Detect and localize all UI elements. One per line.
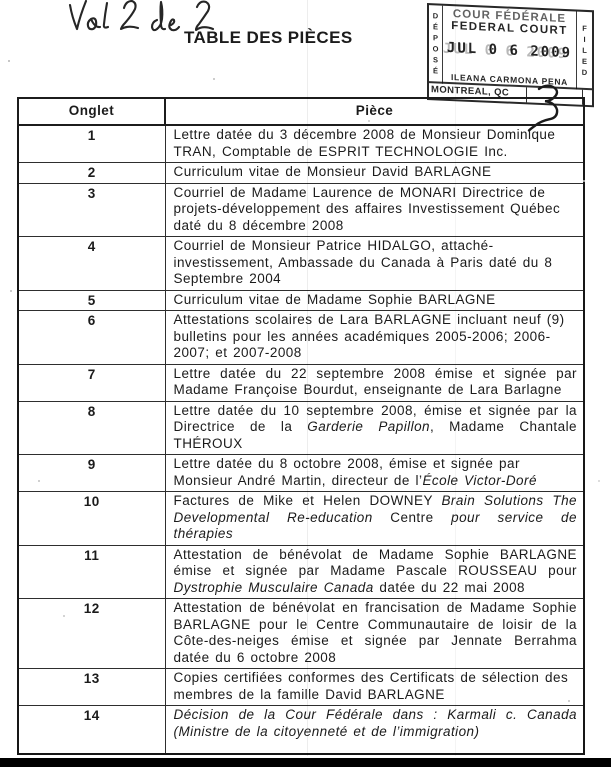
- scan-noise: [8, 60, 10, 62]
- table-row: [18, 455, 584, 492]
- onglet-cell: 1: [18, 125, 165, 163]
- stamp-court-name-en: FEDERAL COURT: [451, 20, 568, 38]
- piece-cell: [165, 290, 584, 311]
- table-row: [18, 237, 584, 291]
- piece-text-italic: Brain Solutions The Developmental Re-education: [173, 493, 577, 525]
- onglet-cell: 10: [18, 492, 165, 546]
- piece-text: Lettre datée du 22 septembre 2008 émise et signée par Madame Françoise Bourdut, enseignante de Lara Barlagne: [173, 365, 577, 397]
- table-row: [18, 364, 584, 401]
- piece-text-italic: Dystrophie Musculaire Canada: [173, 579, 374, 595]
- column-header-piece: Pièce: [165, 98, 584, 125]
- table-row: [18, 183, 584, 237]
- onglet-cell: 9: [18, 455, 165, 492]
- piece-cell: [165, 401, 584, 455]
- onglet-cell: 6: [18, 311, 165, 365]
- table-row: [18, 545, 584, 599]
- piece-text: Attestation de bénévolat de Madame Sophie BARLAGNE émise et signée par Madame Pascale ROUSSEAU pour: [173, 546, 577, 578]
- onglet-cell: 12: [18, 599, 165, 669]
- table-row: [18, 125, 584, 163]
- stamp-filed-label: FILED: [576, 12, 592, 91]
- piece-text: Lettre datée du 10 septembre 2008, émise et signée par la Directrice de la: [173, 402, 577, 434]
- stamp-location: MONTREAL, QC: [429, 83, 527, 102]
- table-row: [18, 706, 584, 755]
- piece-text: Lettre datée du 3 décembre 2008 de Monsieur Dominique TRAN, Comptable de ESPRIT TECHNOLOGIE Inc.: [173, 127, 556, 159]
- onglet-cell: 11: [18, 545, 165, 599]
- stamp-officer-name: ILEANA CARMONA PENA: [450, 72, 569, 88]
- piece-text: Factures de Mike et Helen DOWNEY: [173, 493, 442, 508]
- piece-cell: [165, 237, 584, 291]
- scan-edge-bar: [0, 758, 611, 767]
- court-filing-stamp: [427, 3, 594, 107]
- table-row: [18, 163, 584, 184]
- stamp-center: [445, 8, 574, 62]
- piece-cell: [165, 492, 584, 546]
- handwritten-exhibit-number-text: [527, 87, 528, 88]
- piece-text-italic: École Victor-Doré: [422, 472, 537, 488]
- table-row: [18, 599, 584, 669]
- table-header-row: [18, 98, 584, 125]
- piece-text: Centre: [372, 509, 452, 525]
- onglet-cell: 3: [18, 183, 165, 237]
- piece-text: Courriel de Madame Laurence de MONARI Directrice de projets-développement des affaires Investissement Québec daté du 8 décembre 2008: [173, 184, 561, 233]
- onglet-cell: 2: [18, 163, 165, 184]
- piece-cell: [165, 311, 584, 365]
- piece-text: Attestation de bénévolat en francisation de Madame Sophie BARLAGNE pour le Centre Communautaire de loisir de la Côte-des-neiges émise et signée par Jennate Berrahma datée du 6 octobre 2008: [173, 600, 577, 665]
- piece-cell: [165, 455, 584, 492]
- piece-cell: [165, 669, 584, 706]
- page-title: TABLE DES PIÈCES: [184, 28, 353, 47]
- onglet-cell: 14: [18, 706, 165, 755]
- table-row: [18, 290, 584, 311]
- piece-text: Courriel de Monsieur Patrice HIDALGO, attaché-investissement, Ambassade du Canada à Paris daté du 8 Septembre 2004: [173, 238, 553, 286]
- piece-text: , Madame Chantale THÉROUX: [173, 419, 577, 451]
- table-row: [18, 669, 584, 706]
- piece-cell: [165, 364, 584, 401]
- stamp-court-name-fr: COUR FÉDÉRALE: [452, 8, 567, 26]
- piece-text: Curriculum vitae de Madame Sophie BARLAGNE: [173, 291, 496, 307]
- piece-cell: [165, 125, 584, 163]
- onglet-cell: 5: [18, 290, 165, 311]
- stamp-depose-label: DÉPOSÉ: [429, 5, 443, 84]
- piece-text-italic: pour service de thérapies: [173, 509, 577, 541]
- piece-text-italic: Garderie Papillon: [307, 419, 430, 434]
- onglet-cell: 7: [18, 364, 165, 401]
- pieces-table: [17, 97, 585, 755]
- piece-cell: [165, 163, 584, 184]
- onglet-cell: 8: [18, 401, 165, 455]
- piece-text: Curriculum vitae de Monsieur David BARLAGNE: [173, 164, 492, 179]
- table-row: [18, 492, 584, 546]
- pieces-table-body: [18, 125, 584, 754]
- table-row: [18, 401, 584, 455]
- piece-text: Copies certifiées conformes des Certificats de sélection des membres de la famille David BARLAGNE: [173, 670, 569, 702]
- piece-text-italic: Décision de la Cour Fédérale dans : Karmali c. Canada (Ministre de la citoyenneté et de l’immigration): [173, 707, 577, 739]
- onglet-cell: 13: [18, 669, 165, 706]
- piece-cell: [165, 706, 584, 755]
- piece-text: datée du 22 mai 2008: [373, 579, 526, 595]
- column-header-onglet: Onglet: [18, 98, 165, 125]
- piece-cell: [165, 599, 584, 669]
- stamp-date: JUL 0 6 2009: [446, 39, 573, 62]
- table-row: [18, 311, 584, 365]
- piece-text: Attestations scolaires de Lara BARLAGNE incluant neuf (9) bulletins pour les années académiques 2005-2006; 2006-2007; et 2007-2008: [173, 312, 565, 360]
- onglet-cell: 4: [18, 237, 165, 291]
- piece-cell: [165, 545, 584, 599]
- piece-cell: [165, 183, 584, 237]
- piece-text: Lettre datée du 8 octobre 2008, émise et signée par Monsieur André Martin, directeur de l’: [173, 456, 520, 488]
